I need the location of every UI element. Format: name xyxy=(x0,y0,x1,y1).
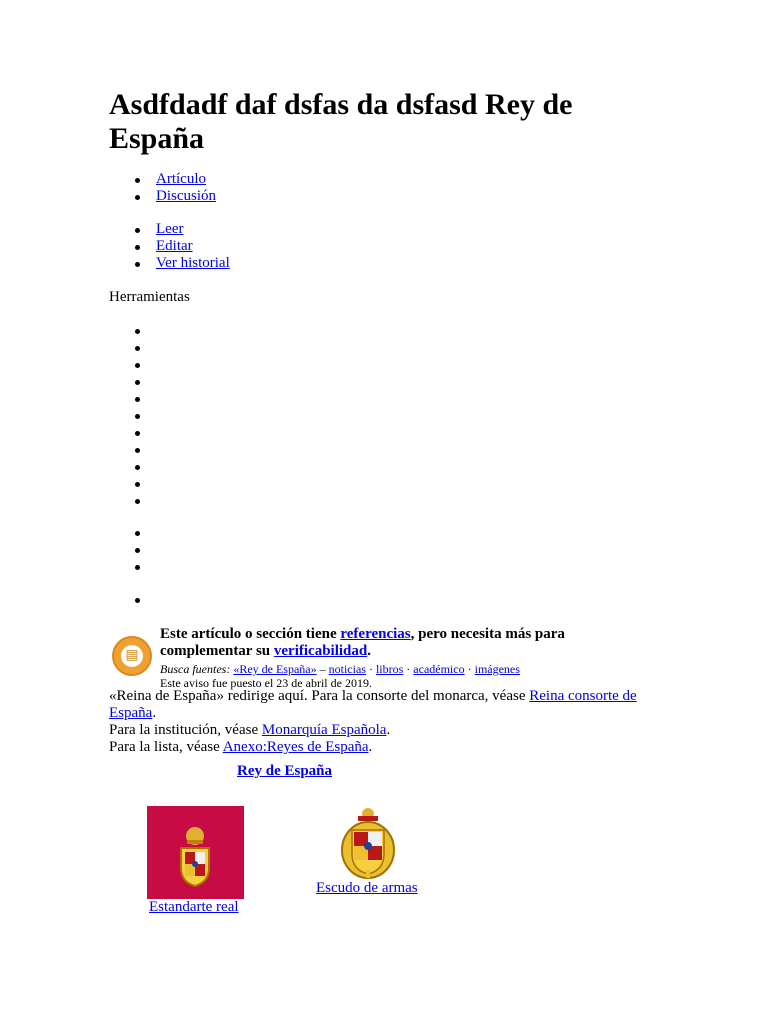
tools-list-item[interactable] xyxy=(135,591,156,608)
redirect-text: «Reina de España» redirige aquí. Para la consorte del monarca, véase xyxy=(109,688,530,704)
tools-list-item[interactable] xyxy=(135,373,156,390)
tab-read-link[interactable]: Leer xyxy=(156,221,184,237)
tools-list-item[interactable] xyxy=(135,390,156,407)
redirect-note xyxy=(109,722,669,739)
tab-edit xyxy=(135,238,230,255)
tools-list-item[interactable] xyxy=(135,339,156,356)
notice-text: . xyxy=(367,643,371,659)
tools-list-main xyxy=(135,322,156,509)
redirect-note xyxy=(109,739,669,756)
sources-query-link[interactable]: «Rey de España» xyxy=(233,662,317,676)
tools-list-item[interactable] xyxy=(135,407,156,424)
notice-title xyxy=(160,626,590,660)
tools-list-item[interactable] xyxy=(135,322,156,339)
tools-list-item[interactable] xyxy=(135,558,156,575)
redirect-text: . xyxy=(386,722,391,738)
notice-body xyxy=(160,626,590,690)
tools-list-item[interactable] xyxy=(135,524,156,541)
tools-list-item[interactable] xyxy=(135,492,156,509)
tools-list-item[interactable] xyxy=(135,541,156,558)
notice-text: Este artículo o sección tiene xyxy=(160,626,341,642)
monarchy-link[interactable]: Monarquía Española xyxy=(261,722,387,738)
tools-label[interactable]: Herramientas xyxy=(109,289,190,305)
tools-list-extra xyxy=(135,591,156,608)
source-link-books[interactable]: libros xyxy=(375,662,404,676)
infobox-title[interactable]: Rey de España xyxy=(237,763,333,779)
redirect-text: Para la lista, véase xyxy=(109,739,223,755)
tab-article xyxy=(135,171,216,188)
shield-icon xyxy=(338,806,398,882)
tools-list-item[interactable] xyxy=(135,475,156,492)
tab-read xyxy=(135,221,230,238)
tab-edit-link[interactable]: Editar xyxy=(156,238,193,254)
coat-of-arms-caption[interactable]: Escudo de armas xyxy=(316,880,418,896)
notice-date: Este aviso fue puesto el 23 de abril de 2019. xyxy=(160,676,372,690)
view-tabs xyxy=(135,221,230,272)
source-link-academic[interactable]: académico xyxy=(413,662,465,676)
sources-dash: – xyxy=(316,662,329,676)
verifiability-link[interactable]: verificabilidad xyxy=(273,643,368,659)
sources-label: Busca fuentes: xyxy=(160,662,231,676)
royal-standard-image[interactable] xyxy=(147,806,244,899)
queen-consort-link[interactable]: Reina consorte de España xyxy=(109,688,637,721)
tab-discussion xyxy=(135,188,216,205)
page-title: Asdfdadf daf dsfas da dsfasd Rey de España xyxy=(109,88,573,155)
redirect-note xyxy=(109,688,669,722)
notice-sources: Busca fuentes: «Rey de España» – noticias · libros · académico · imágenes xyxy=(160,662,520,676)
redirect-text: . xyxy=(368,739,373,755)
tools-list-item[interactable] xyxy=(135,424,156,441)
book-icon: ▤ xyxy=(112,636,152,676)
redirect-notes xyxy=(109,688,669,756)
references-link[interactable]: referencias xyxy=(340,626,411,642)
coat-of-arms-icon xyxy=(147,806,244,899)
redirect-text: . xyxy=(152,705,157,721)
notice-text: , pero necesita más para complementar su xyxy=(160,626,565,659)
coat-of-arms-image[interactable] xyxy=(338,806,398,882)
tab-history xyxy=(135,255,230,272)
tools-list-item[interactable] xyxy=(135,458,156,475)
source-link-images[interactable]: imágenes xyxy=(474,662,520,676)
redirect-text: Para la institución, véase xyxy=(109,722,262,738)
source-link-news[interactable]: noticias xyxy=(328,662,366,676)
namespace-tabs xyxy=(135,171,216,205)
kings-list-link[interactable]: Anexo:Reyes de España xyxy=(222,739,369,755)
tab-history-link[interactable]: Ver historial xyxy=(156,255,230,271)
tools-list-secondary xyxy=(135,524,156,575)
royal-standard-caption[interactable]: Estandarte real xyxy=(149,899,239,915)
tab-discussion-link[interactable]: Discusión xyxy=(156,188,216,204)
tab-article-link[interactable]: Artículo xyxy=(156,171,206,187)
tools-list-item[interactable] xyxy=(135,356,156,373)
tools-list-item[interactable] xyxy=(135,441,156,458)
